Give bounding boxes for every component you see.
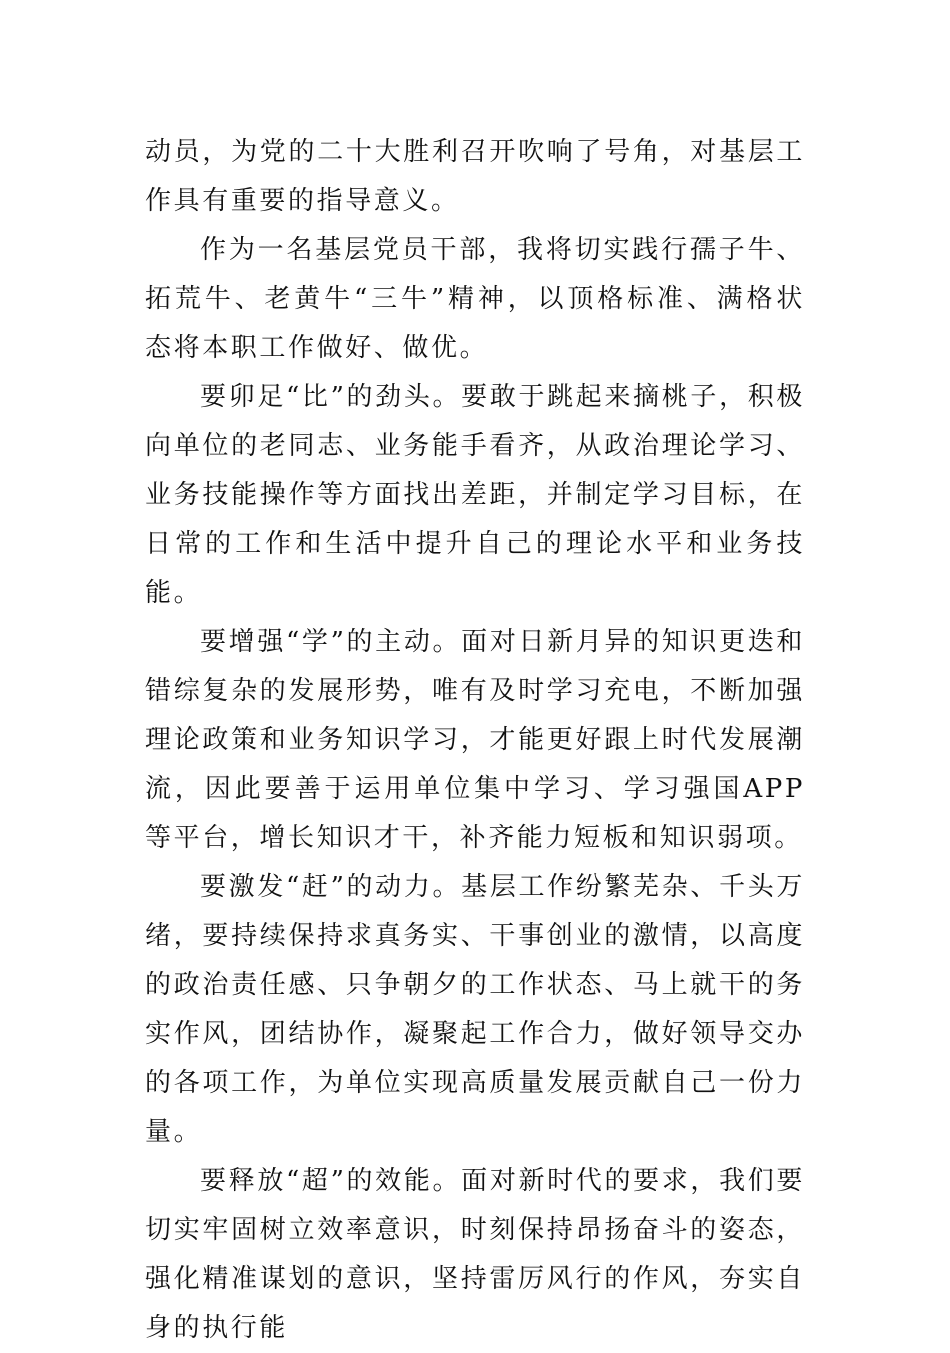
paragraph-surpass: 要释放“超”的效能。面对新时代的要求，我们要切实牢固树立效率意识，时刻保持昂扬奋斗的姿态，强化精准谋划的意识，坚持雷厉风行的作风，夯实自身的执行能: [145, 1166, 805, 1343]
paragraph-compare: 要卯足“比”的劲头。要敢于跳起来摘桃子，积极向单位的老同志、业务能手看齐，从政治理论学习、业务技能操作等方面找出差距，并制定学习目标，在日常的工作和生活中提升自己的理论水平和业务技能。: [145, 382, 805, 608]
document-body: [145, 128, 805, 1353]
paragraph-commitment: 作为一名基层党员干部，我将切实践行孺子牛、拓荒牛、老黄牛“三牛”精神，以顶格标准、满格状态将本职工作做好、做优。: [145, 235, 805, 363]
paragraph-learn: 要增强“学”的主动。面对日新月异的知识更迭和错综复杂的发展形势，唯有及时学习充电，不断加强理论政策和业务知识学习，才能更好跟上时代发展潮流，因此要善于运用单位集中学习、学习强国APP等平台，增长知识才干，补齐能力短板和知识弱项。: [145, 627, 805, 853]
paragraph-continuation: 动员，为党的二十大胜利召开吹响了号角，对基层工作具有重要的指导意义。: [145, 137, 805, 216]
paragraph-catch-up: 要激发“赶”的动力。基层工作纷繁芜杂、千头万绪，要持续保持求真务实、干事创业的激情，以高度的政治责任感、只争朝夕的工作状态、马上就干的务实作风，团结协作，凝聚起工作合力，做好领导交办的各项工作，为单位实现高质量发展贡献自己一份力量。: [145, 872, 805, 1147]
